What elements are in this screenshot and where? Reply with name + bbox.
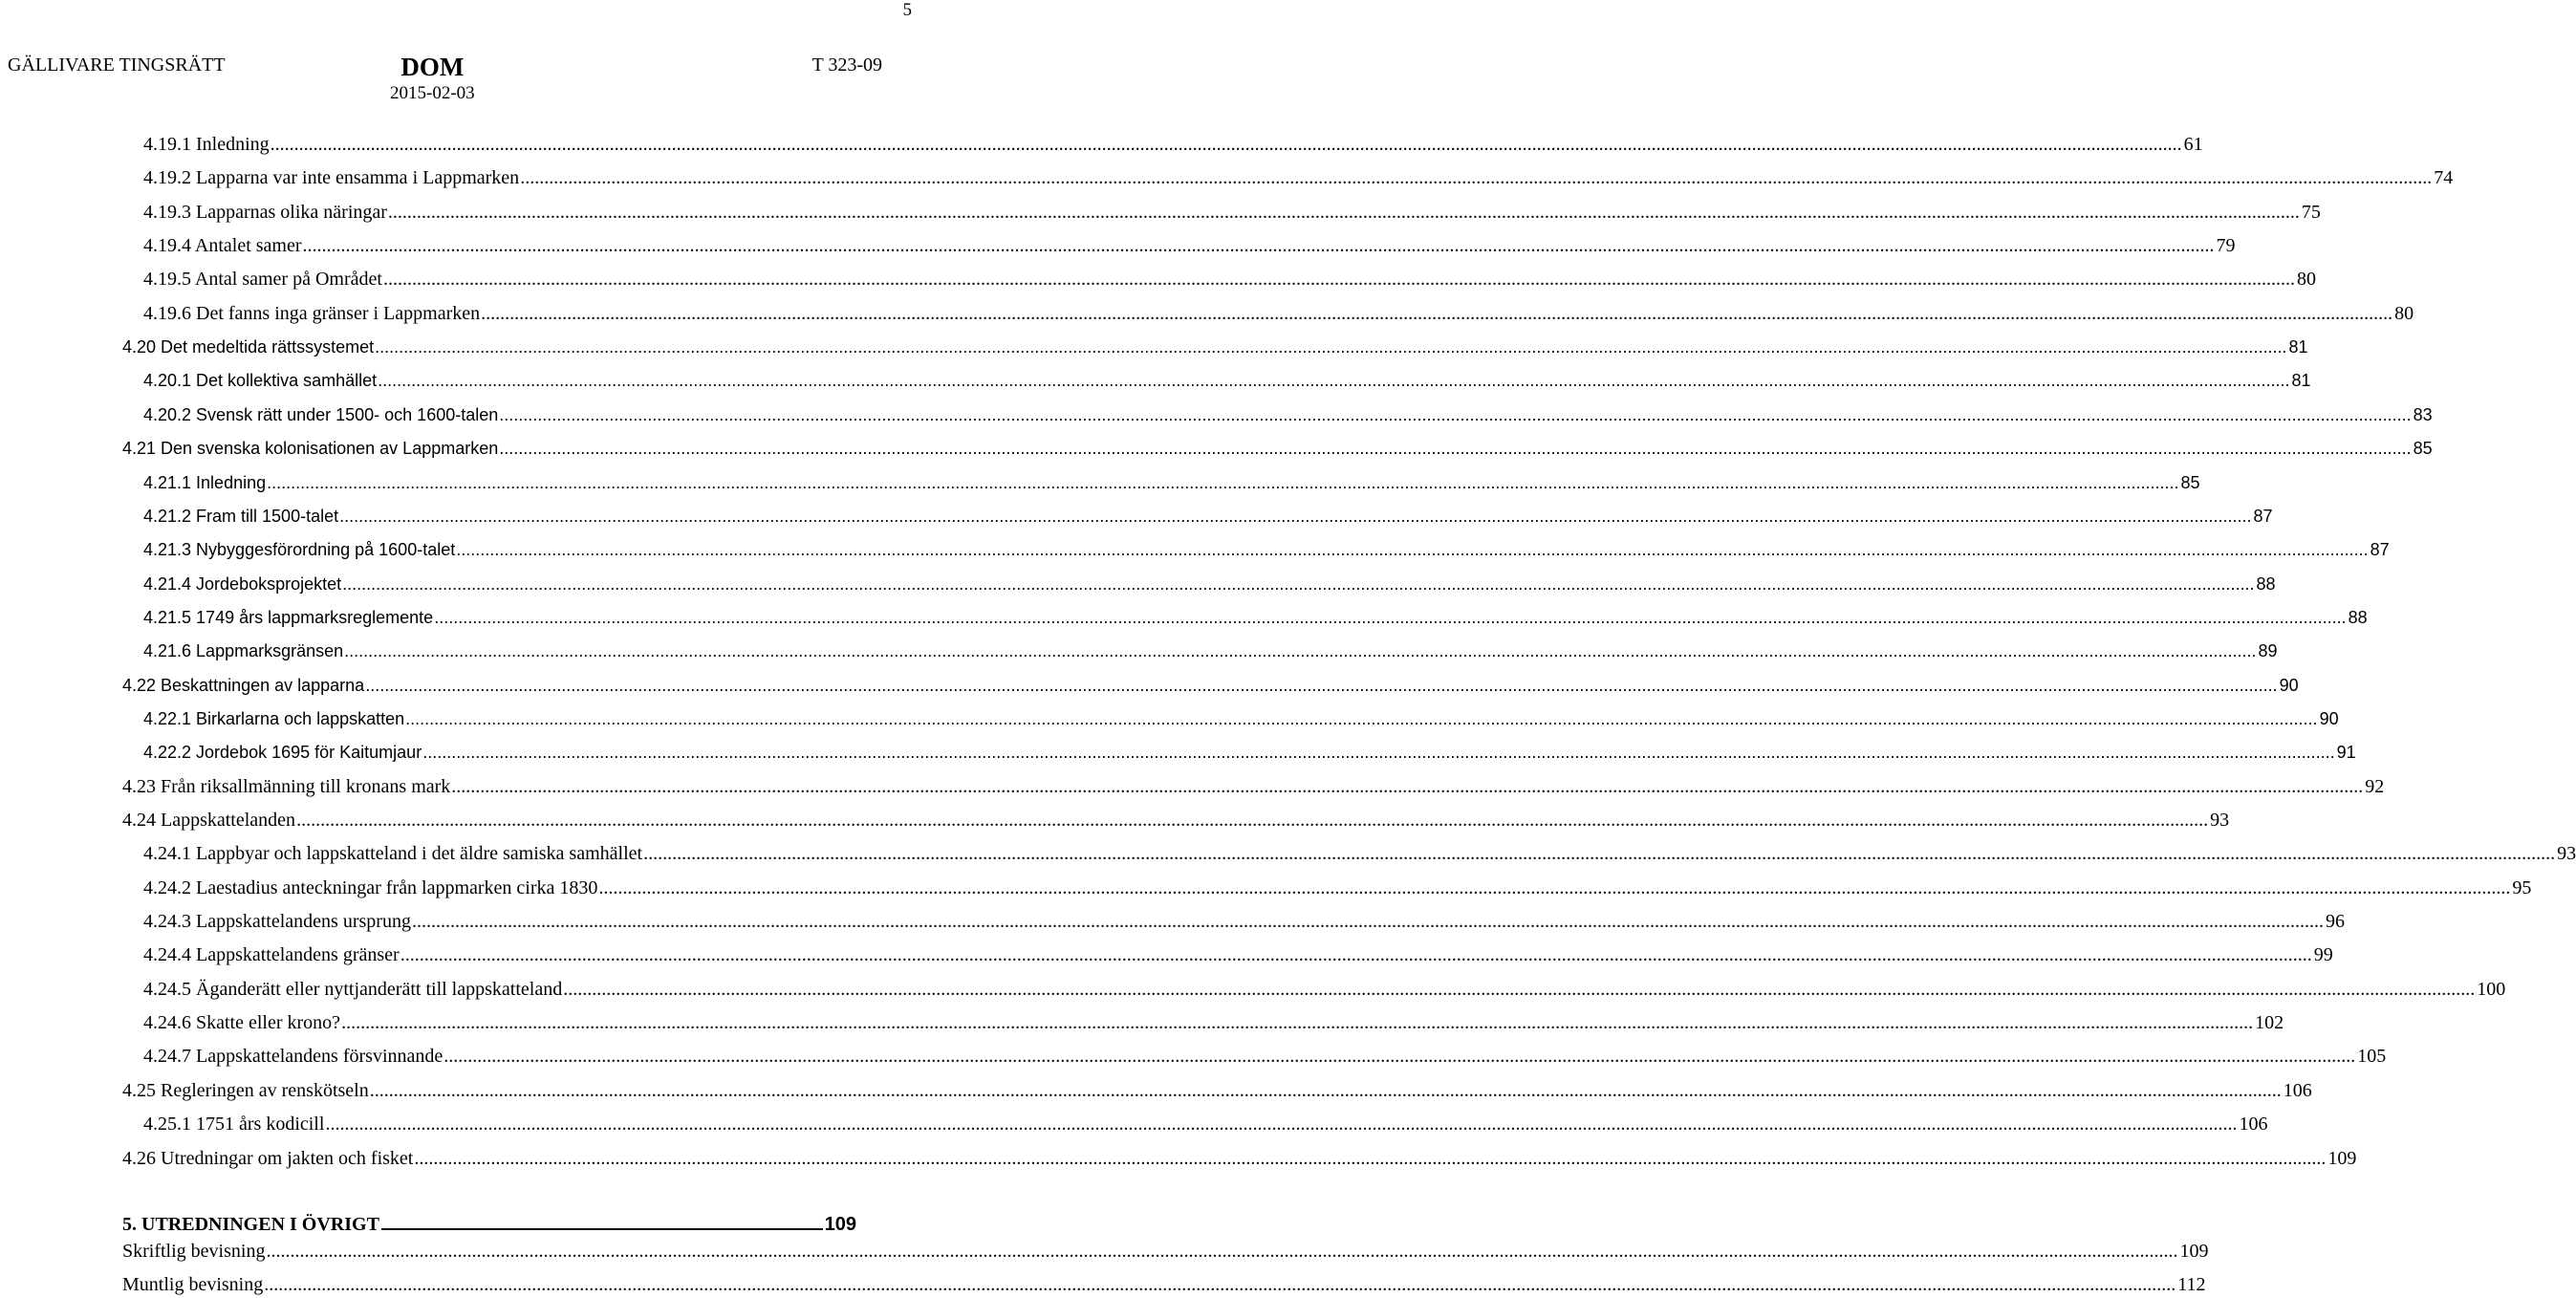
toc-entry-title: 4.19.2 Lapparna var inte ensamma i Lappmarken (143, 167, 520, 188)
toc-entry[interactable] (122, 774, 2385, 799)
dot-leader: ................................................................................................................................................................................................................................................................................................................................................................................................................ (369, 1080, 2282, 1101)
toc-entry-title: 4.22 Beskattningen av lapparna (122, 676, 365, 695)
toc-entry[interactable] (143, 233, 2236, 258)
dot-leader (381, 1227, 823, 1230)
toc-entry-title: 4.19.3 Lapparnas olika näringar (143, 202, 387, 223)
toc-entry-title: 4.21.2 Fram till 1500-talet (143, 507, 339, 526)
dot-leader: ................................................................................................................................................................................................................................................................................................................................................................................................................ (387, 202, 2300, 223)
toc-entry-page: 88 (2348, 608, 2368, 627)
toc-entry-page: 109 (824, 1214, 856, 1235)
toc-entry[interactable] (143, 572, 2276, 596)
toc-entry-title: 4.24.7 Lappskattelandens försvinnande (143, 1046, 444, 1067)
toc-entry-page: 106 (2239, 1114, 2268, 1135)
dot-leader: ................................................................................................................................................................................................................................................................................................................................................................................................................ (598, 877, 2511, 898)
toc-entry-page: 80 (2394, 303, 2414, 324)
toc-entry[interactable] (143, 132, 2203, 157)
toc-entry-title: 4.23 Från riksallmänning till kronans mark (122, 776, 451, 797)
toc-entry-page: 91 (2336, 743, 2356, 762)
toc-entry-page: 81 (2291, 371, 2311, 390)
dot-leader: ................................................................................................................................................................................................................................................................................................................................................................................................................ (643, 843, 2556, 864)
toc-entry[interactable] (143, 638, 2278, 663)
toc-entry-title: Muntlig bevisning (122, 1274, 264, 1295)
toc-entry[interactable] (143, 1044, 2387, 1069)
toc-entry-title: 4.21 Den svenska kolonisationen av Lappmarken (122, 439, 499, 458)
toc-entry-page: 99 (2313, 944, 2333, 965)
toc-entry-page: 112 (2177, 1274, 2206, 1295)
toc-entry-page: 83 (2413, 405, 2433, 424)
section-5-heading[interactable] (122, 1212, 856, 1237)
dot-leader: ................................................................................................................................................................................................................................................................................................................................................................................................................ (499, 439, 2412, 458)
page-number: 5 (902, 0, 912, 20)
toc-entry[interactable] (143, 200, 2321, 225)
dot-leader: ................................................................................................................................................................................................................................................................................................................................................................................................................ (382, 269, 2295, 290)
toc-entry[interactable] (143, 504, 2273, 529)
toc-entry-page: 96 (2325, 911, 2345, 932)
toc-entry-title: 4.20 Det medeltida rättssystemet (122, 337, 375, 357)
toc-entry[interactable] (143, 165, 2454, 190)
toc-entry[interactable] (143, 841, 2576, 866)
toc-entry-page: 92 (2365, 776, 2385, 797)
dot-leader: ................................................................................................................................................................................................................................................................................................................................................................................................................ (270, 134, 2182, 155)
dot-leader: ................................................................................................................................................................................................................................................................................................................................................................................................................ (481, 303, 2393, 324)
toc-entry-title: 4.21.1 Inledning (143, 473, 267, 492)
toc-entry-page: 74 (2434, 167, 2454, 188)
dot-leader: ................................................................................................................................................................................................................................................................................................................................................................................................................ (339, 507, 2252, 526)
toc-entry[interactable] (143, 1112, 2268, 1136)
toc-entry-page: 90 (2319, 709, 2339, 728)
toc-entry-title: 4.21.5 1749 års lappmarksreglemente (143, 608, 434, 627)
toc-entry[interactable] (122, 673, 2299, 698)
dot-leader: ................................................................................................................................................................................................................................................................................................................................................................................................................ (411, 911, 2324, 932)
toc-entry[interactable] (122, 808, 2230, 833)
toc-entry-title: 4.25 Regleringen av renskötseln (122, 1080, 369, 1101)
dot-leader: ................................................................................................................................................................................................................................................................................................................................................................................................................ (375, 337, 2287, 357)
toc-entry-page: 93 (2210, 810, 2230, 831)
dot-leader: ................................................................................................................................................................................................................................................................................................................................................................................................................ (405, 709, 2318, 728)
dot-leader: ................................................................................................................................................................................................................................................................................................................................................................................................................ (414, 1148, 2327, 1169)
toc-entry[interactable] (143, 909, 2345, 934)
toc-entry-title: Skriftlig bevisning (122, 1241, 266, 1262)
toc-entry[interactable] (143, 368, 2311, 393)
toc-entry-page: 75 (2301, 202, 2321, 223)
dot-leader: ................................................................................................................................................................................................................................................................................................................................................................................................................ (296, 810, 2209, 831)
dot-leader: ................................................................................................................................................................................................................................................................................................................................................................................................................ (342, 574, 2255, 594)
case-number: T 323-09 (812, 54, 882, 76)
toc-entry-page: 81 (2288, 337, 2308, 357)
toc-entry-page: 109 (2179, 1241, 2209, 1262)
toc-entry-title: 4.19.1 Inledning (143, 134, 270, 155)
dot-leader: ................................................................................................................................................................................................................................................................................................................................................................................................................ (444, 1046, 2356, 1067)
toc-entry-title: 4.19.6 Det fanns inga gränser i Lappmarken (143, 303, 481, 324)
toc-entry-page: 95 (2512, 877, 2532, 898)
document-heading (390, 53, 475, 106)
court-name: GÄLLIVARE TINGSRÄTT (8, 54, 226, 76)
toc-entry[interactable] (122, 1146, 2357, 1171)
toc-entry-page: 87 (2370, 540, 2390, 559)
toc-entry-title: 5. UTREDNINGEN I ÖVRIGT (122, 1214, 379, 1235)
toc-entry-title: 4.24.1 Lappbyar och lappskatteland i det äldre samiska samhället (143, 843, 643, 864)
toc-entry-title: 4.24.5 Äganderätt eller nyttjanderätt till lappskatteland (143, 979, 563, 1000)
toc-entry-page: 102 (2255, 1012, 2284, 1033)
toc-entry-title: 4.20.2 Svensk rätt under 1500- och 1600-talen (143, 405, 499, 424)
toc-entry[interactable] (122, 335, 2308, 359)
dot-leader: ................................................................................................................................................................................................................................................................................................................................................................................................................ (563, 979, 2476, 1000)
toc-entry[interactable] (143, 301, 2414, 326)
toc-entry-title: 4.22.2 Jordebok 1695 för Kaitumjaur (143, 743, 422, 762)
dot-leader: ................................................................................................................................................................................................................................................................................................................................................................................................................ (422, 743, 2335, 762)
dot-leader: ................................................................................................................................................................................................................................................................................................................................................................................................................ (400, 944, 2312, 965)
toc-entry-page: 88 (2256, 574, 2276, 594)
toc-entry-page: 80 (2296, 269, 2316, 290)
toc-entry[interactable] (143, 605, 2368, 630)
toc-entry-page: 106 (2283, 1080, 2312, 1101)
toc-entry-title: 4.24.3 Lappskattelandens ursprung (143, 911, 411, 932)
dot-leader: ................................................................................................................................................................................................................................................................................................................................................................................................................ (434, 608, 2347, 627)
toc-entry-title: 4.22.1 Birkarlarna och lappskatten (143, 709, 405, 728)
toc-entry[interactable] (143, 402, 2433, 427)
toc-entry-title: 4.21.6 Lappmarksgränsen (143, 641, 344, 660)
toc-entry-page: 90 (2279, 676, 2299, 695)
toc-entry[interactable] (143, 977, 2506, 1002)
dot-leader: ................................................................................................................................................................................................................................................................................................................................................................................................................ (499, 405, 2412, 424)
dot-leader: ................................................................................................................................................................................................................................................................................................................................................................................................................ (302, 235, 2215, 256)
toc-entry-title: 4.24.2 Laestadius anteckningar från lappmarken cirka 1830 (143, 877, 598, 898)
toc-entry[interactable] (143, 942, 2333, 967)
dot-leader: ................................................................................................................................................................................................................................................................................................................................................................................................................ (341, 1012, 2254, 1033)
dot-leader: ................................................................................................................................................................................................................................................................................................................................................................................................................ (451, 776, 2364, 797)
toc-entry-title: 4.19.4 Antalet samer (143, 235, 302, 256)
dot-leader: ................................................................................................................................................................................................................................................................................................................................................................................................................ (325, 1114, 2238, 1135)
dot-leader: ................................................................................................................................................................................................................................................................................................................................................................................................................ (365, 676, 2278, 695)
toc-entry-page: 93 (2557, 843, 2576, 864)
toc-entry[interactable] (143, 1010, 2284, 1035)
toc-entry-page: 105 (2357, 1046, 2387, 1067)
toc-entry-title: 4.19.5 Antal samer på Området (143, 269, 382, 290)
dot-leader: ................................................................................................................................................................................................................................................................................................................................................................................................................ (378, 371, 2290, 390)
toc-entry-page: 85 (2180, 473, 2200, 492)
toc-entry-page: 89 (2258, 641, 2278, 660)
toc-entry-page: 100 (2477, 979, 2506, 1000)
toc-entry-page: 85 (2413, 439, 2433, 458)
toc-entry[interactable] (122, 1239, 2209, 1264)
toc-entry-title: 4.21.4 Jordeboksprojektet (143, 574, 342, 594)
document-date: 2015-02-03 (390, 83, 475, 103)
toc-entry-page: 87 (2253, 507, 2273, 526)
toc-entry[interactable] (122, 436, 2433, 461)
toc-entry[interactable] (143, 267, 2316, 292)
toc-entry-title: 4.25.1 1751 års kodicill (143, 1114, 325, 1135)
toc-entry-title: 4.21.3 Nybyggesförordning på 1600-talet (143, 540, 456, 559)
toc-entry[interactable] (143, 470, 2200, 495)
toc-entry-title: 4.20.1 Det kollektiva samhället (143, 371, 378, 390)
toc-entry[interactable] (143, 740, 2356, 765)
toc-entry-title: 4.24.6 Skatte eller krono? (143, 1012, 341, 1033)
toc-entry-page: 61 (2183, 134, 2203, 155)
dot-leader: ................................................................................................................................................................................................................................................................................................................................................................................................................ (264, 1274, 2176, 1295)
dot-leader: ................................................................................................................................................................................................................................................................................................................................................................................................................ (267, 473, 2179, 492)
toc-entry-page: 79 (2216, 235, 2236, 256)
dot-leader: ................................................................................................................................................................................................................................................................................................................................................................................................................ (456, 540, 2369, 559)
toc-entry[interactable] (143, 706, 2339, 731)
document-type: DOM (400, 53, 465, 81)
toc-entry[interactable] (143, 876, 2532, 900)
dot-leader: ................................................................................................................................................................................................................................................................................................................................................................................................................ (344, 641, 2257, 660)
dot-leader: ................................................................................................................................................................................................................................................................................................................................................................................................................ (266, 1241, 2178, 1262)
toc-entry-title: 4.24 Lappskattelanden (122, 810, 296, 831)
toc-entry[interactable] (122, 1272, 2206, 1297)
toc-entry[interactable] (143, 537, 2390, 562)
dot-leader: ................................................................................................................................................................................................................................................................................................................................................................................................................ (520, 167, 2433, 188)
toc-entry-page: 109 (2327, 1148, 2357, 1169)
toc-entry-title: 4.24.4 Lappskattelandens gränser (143, 944, 400, 965)
toc-entry-title: 4.26 Utredningar om jakten och fisket (122, 1148, 414, 1169)
toc-entry[interactable] (122, 1078, 2312, 1103)
